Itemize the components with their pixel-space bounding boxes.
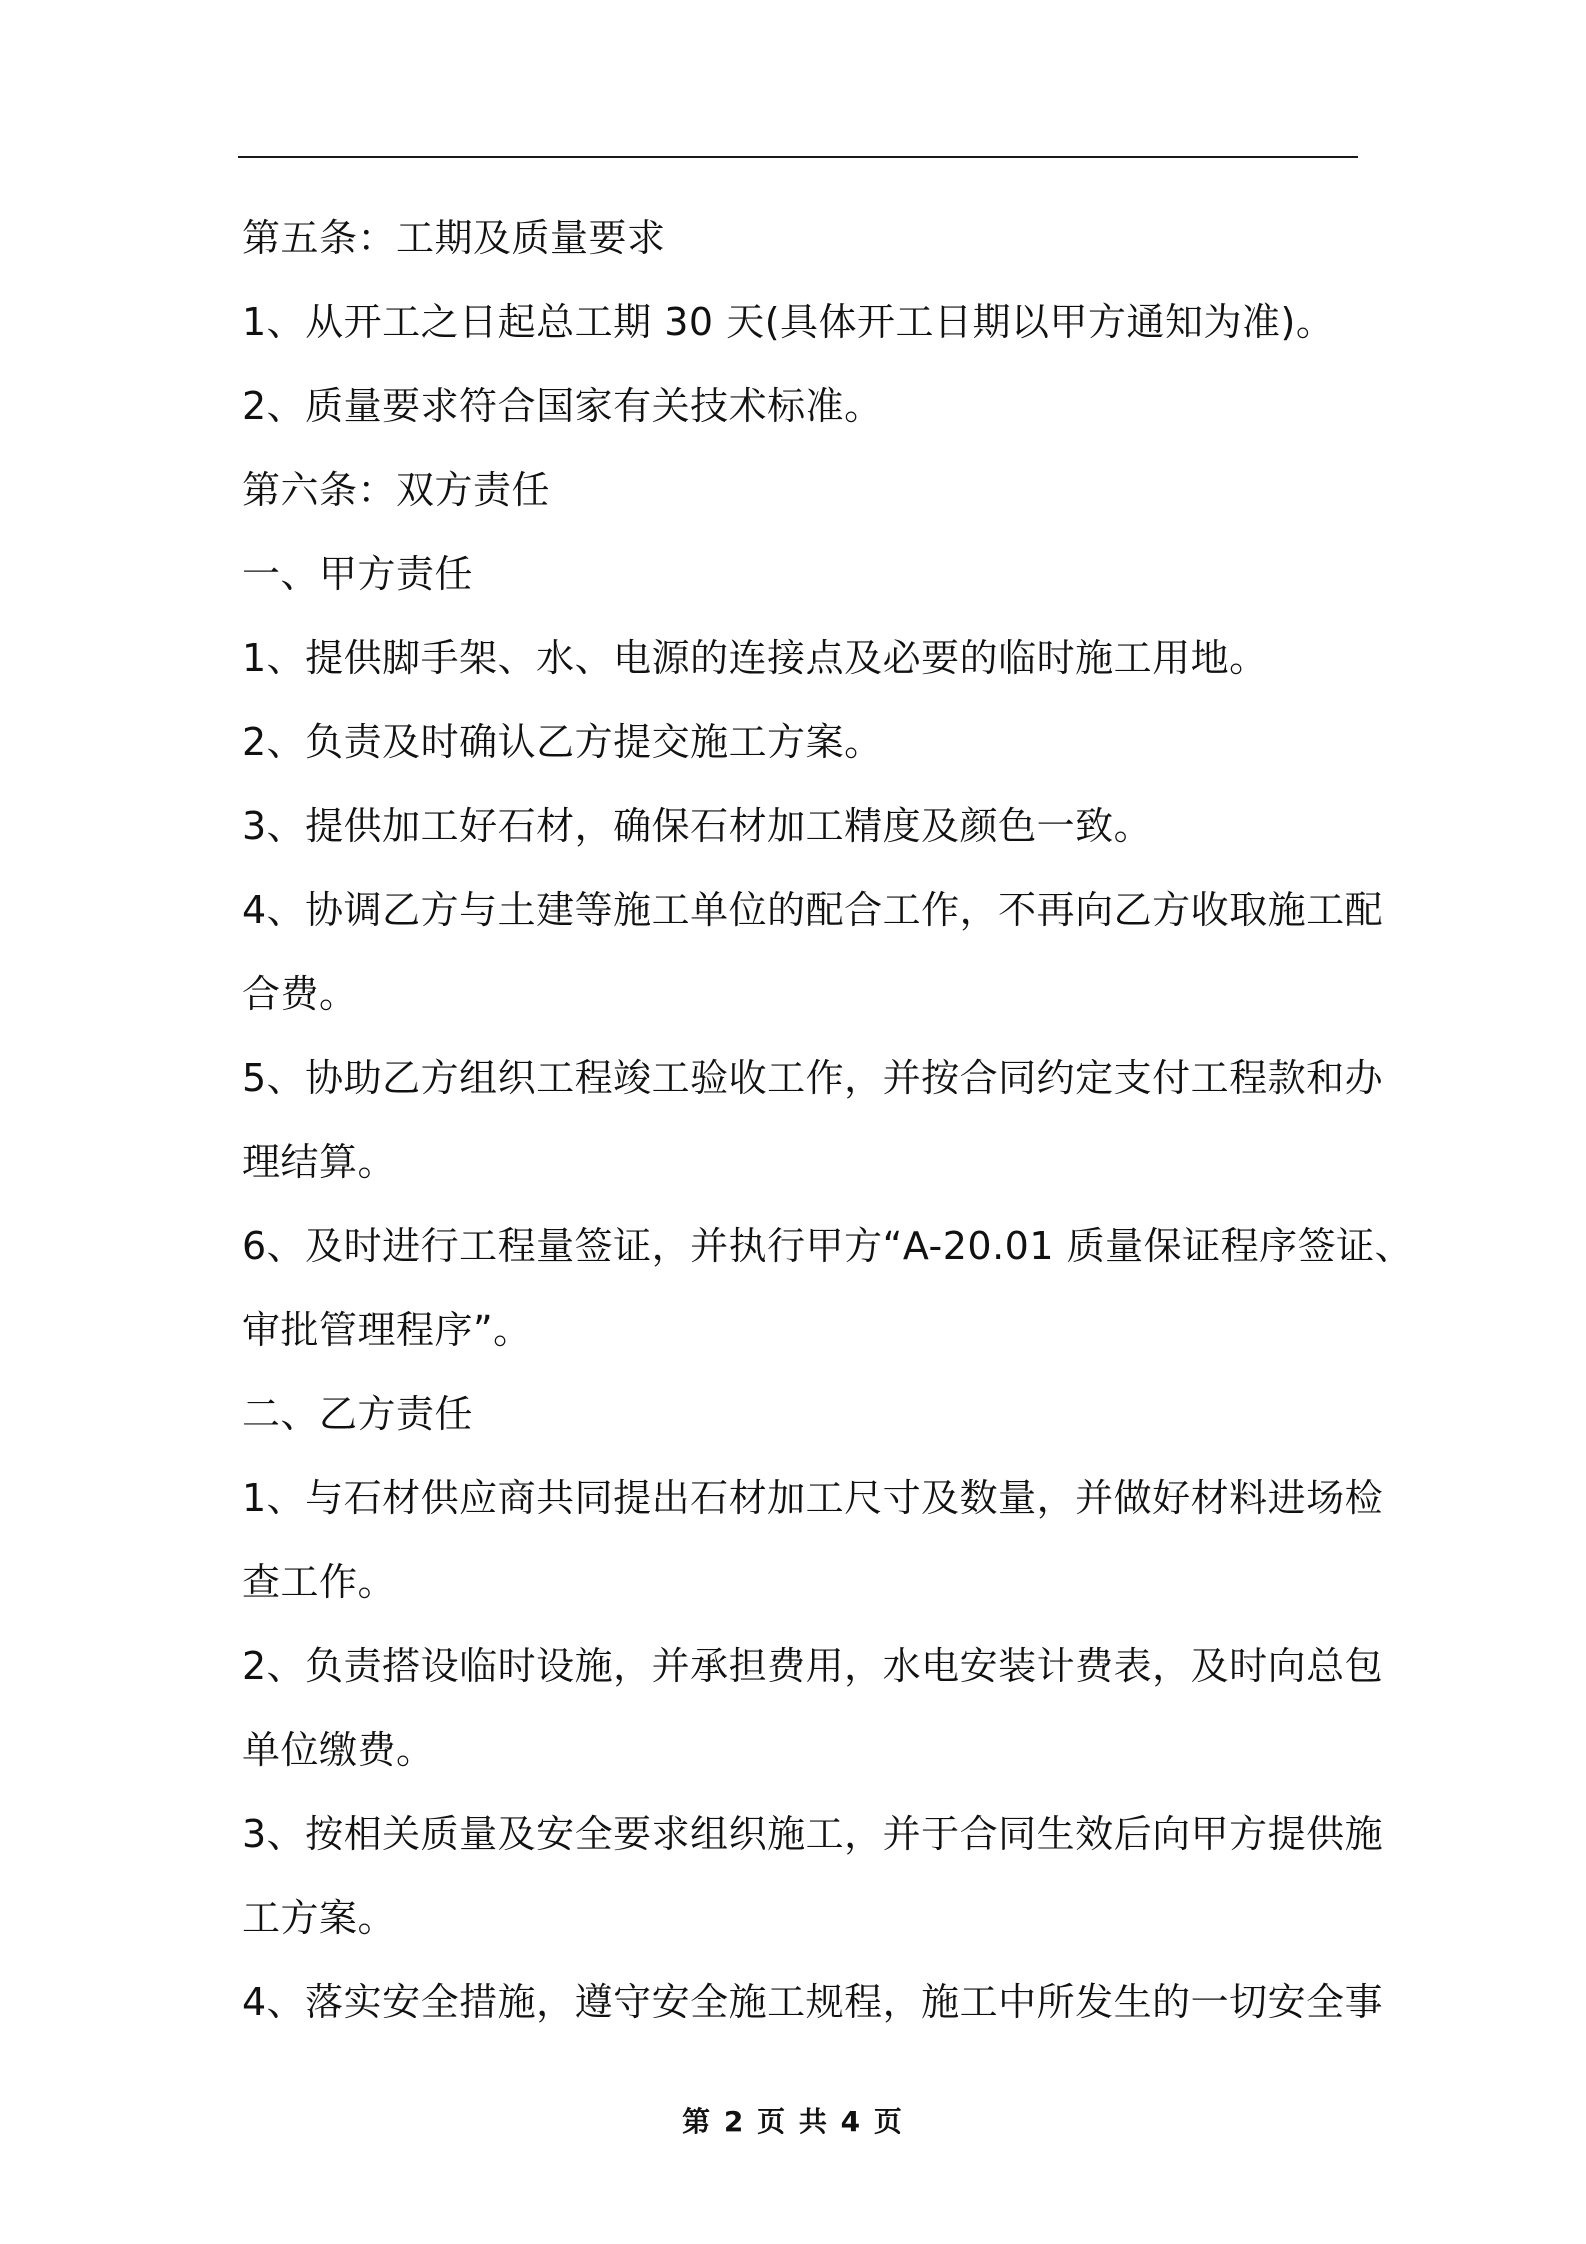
- paragraph-line: 5、协助乙方组织工程竣工验收工作，并按合同约定支付工程款和办: [242, 1056, 1384, 1100]
- subsection-heading: 二、乙方责任: [242, 1392, 474, 1436]
- paragraph-line: 单位缴费。: [242, 1728, 435, 1772]
- paragraph-line: 4、落实安全措施，遵守安全施工规程，施工中所发生的一切安全事: [242, 1980, 1384, 2024]
- paragraph-line: 2、负责搭设临时设施，并承担费用，水电安装计费表，及时向总包: [242, 1644, 1384, 1688]
- paragraph-line: 1、提供脚手架、水、电源的连接点及必要的临时施工用地。: [242, 636, 1268, 680]
- paragraph-line: 1、与石材供应商共同提出石材加工尺寸及数量，并做好材料进场检: [242, 1476, 1384, 1520]
- section-heading: 第六条：双方责任: [242, 468, 551, 512]
- header-rule: [238, 156, 1358, 158]
- paragraph-line: 3、按相关质量及安全要求组织施工，并于合同生效后向甲方提供施: [242, 1812, 1384, 1856]
- subsection-heading: 一、甲方责任: [242, 552, 474, 596]
- paragraph-line: 查工作。: [242, 1560, 397, 1604]
- paragraph-line: 4、协调乙方与土建等施工单位的配合工作，不再向乙方收取施工配: [242, 888, 1384, 932]
- document-body: [242, 196, 1414, 2044]
- page-number: 第 2 页 共 4 页: [682, 2105, 904, 2138]
- paragraph-line: 1、从开工之日起总工期 30 天(具体开工日期以甲方通知为准)。: [242, 300, 1335, 344]
- paragraph-line: 审批管理程序”。: [242, 1308, 532, 1352]
- paragraph-line: 3、提供加工好石材，确保石材加工精度及颜色一致。: [242, 804, 1153, 848]
- paragraph-line: 2、质量要求符合国家有关技术标准。: [242, 384, 883, 428]
- paragraph-line: 2、负责及时确认乙方提交施工方案。: [242, 720, 883, 764]
- section-heading: 第五条：工期及质量要求: [242, 216, 666, 260]
- paragraph-line: 6、及时进行工程量签证，并执行甲方“A-20.01 质量保证程序签证、: [242, 1224, 1414, 1268]
- paragraph-line: 合费。: [242, 972, 358, 1016]
- paragraph-line: 工方案。: [242, 1896, 397, 1940]
- paragraph-line: 理结算。: [242, 1140, 397, 1184]
